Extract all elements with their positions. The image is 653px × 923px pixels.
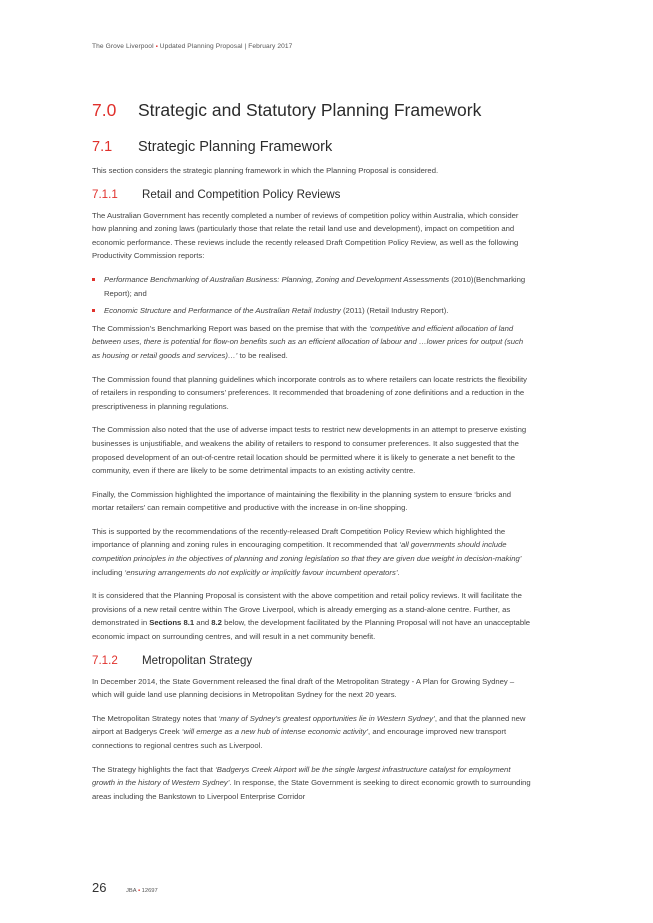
heading-title: Retail and Competition Policy Reviews (142, 187, 341, 201)
subsection-title: Strategic Planning Framework (138, 139, 333, 155)
text-run: . In response, the State Government is seeking to direct economic growth to surrounding areas including the Bankstown to Liverpool Enterprise Corridor (92, 778, 531, 801)
bullet-square-icon (92, 309, 95, 312)
list-item (92, 273, 532, 300)
report-title: Economic Structure and Performance of the Australian Retail Industry (104, 306, 341, 316)
paragraph: In December 2014, the State Government released the final draft of the Metropolitan Strategy - A Plan for Growing Sydney – which will guide land use planning decisions in Metropolitan Sydney for the next 20 years. (92, 676, 515, 700)
running-header (92, 43, 292, 50)
quote: ‘competitive and efficient allocation of land between uses, there is potential for flow-on benefits such as an efficient allocation of labour and …lower prices for output (such as housing or retail goods and services)…’ (92, 323, 524, 360)
text-run: . (397, 567, 400, 577)
report-list (92, 273, 532, 318)
report-suffix: (2011) (Retail Industry Report). (343, 306, 449, 316)
list-item (92, 304, 532, 318)
quote: ‘ensuring arrangements do not explicitly or implicitly favour incumbent operators’ (124, 567, 398, 577)
header-bullet: ▪ (155, 44, 158, 50)
paragraph-intro: This section considers the strategic planning framework in which the Planning Proposal is considered. (92, 166, 439, 175)
paragraph: The Commission found that planning guidelines which incorporate controls as to where retailers can locate restricts the flexibility of retailers in responding to consumers’ preferences. It recommended that broadening of zone definitions and a reduction in the prescriptiveness in planning regulations. (92, 374, 527, 411)
section-reference: Sections 8.1 (149, 618, 195, 628)
text-run: , and that the planned new airport at Badgerys Creek (92, 713, 526, 737)
text-run: and (196, 618, 210, 628)
paragraph (92, 712, 532, 753)
page-footer (92, 880, 158, 895)
header-document: Updated Planning Proposal (159, 43, 243, 50)
text-run: including (92, 567, 123, 577)
page-content (92, 100, 532, 803)
section-number: 7.0 (92, 100, 117, 120)
footer-org: JBA (126, 888, 137, 894)
page-number: 26 (92, 880, 107, 895)
heading-title: Metropolitan Strategy (142, 653, 253, 667)
footer-ref-number: 12697 (141, 888, 158, 894)
section-title: Strategic and Statutory Planning Framework (138, 100, 482, 120)
text-run: to be realised. (239, 350, 288, 360)
subsection-number: 7.1 (92, 139, 113, 155)
text-run: It is considered that the Planning Proposal is consistent with the above competition and retail policy reviews. It will facilitate the provisions of a new retail centre within The Grove Liverpool, which is already emerging as a stand-alone centre. Further, as demonstrated in (92, 591, 522, 628)
heading-number: 7.1.1 (92, 187, 118, 201)
paragraph (92, 589, 532, 643)
paragraph (92, 525, 532, 579)
quote: ‘will emerge as a new hub of intense economic activity’ (181, 727, 369, 737)
header-date: February 2017 (248, 43, 293, 50)
header-project: The Grove Liverpool (92, 43, 154, 50)
text-run: This is supported by the recommendations of the recently-released Draft Competition Policy Review which highlighted the importance of planning and zoning rules in encouraging competition. It recommended that (92, 526, 506, 550)
header-separator: | (244, 43, 247, 50)
text-run: , and encourage improved new transport connections to regional centres such as Liverpool. (92, 727, 507, 750)
heading-7-1-2 (92, 654, 532, 667)
footer-bullet: ▪ (137, 888, 140, 894)
section-heading (92, 100, 532, 121)
paragraph (92, 763, 532, 804)
subsection-heading-7-1 (92, 139, 532, 155)
paragraph: The Commission also noted that the use of adverse impact tests to restrict new developments in an attempt to preserve existing businesses is unjustifiable, and weakens the ability of retailers to respond to consumer preferences. It also suggested that the proposed development of an out-of-centre retail location should be permitted where it is likely to generate a net benefit to the community, even if there are likely to be some detrimental impacts to an existing activity centre. (92, 425, 527, 476)
bullet-square-icon (92, 278, 95, 281)
text-run: The Strategy highlights the fact that (92, 764, 213, 774)
paragraph: Finally, the Commission highlighted the importance of maintaining the flexibility in the planning system to ensure ‘bricks and mortar retailers’ can remain competitive and productive with the increase in on-line shopping. (92, 489, 512, 513)
quote: ‘all governments should include competition principles in the objectives of planning and zoning legislation so that they are given due weight in decision-making’ (92, 540, 522, 564)
paragraph: The Australian Government has recently completed a number of reviews of competition policy within Australia, which consider how planning and zoning laws (particularly those that relate the retail land use and development), impact on competition and economic performance. These reviews include the recently released Draft Competition Policy Review, as well as the following Productivity Commission reports: (92, 210, 519, 261)
quote: ‘Badgerys Creek Airport will be the single largest infrastructure catalyst for employment growth in the history of Western Sydney’ (92, 764, 511, 788)
footer-reference (126, 888, 158, 894)
heading-number: 7.1.2 (92, 653, 118, 667)
heading-7-1-1 (92, 188, 532, 201)
report-suffix: (2010)(Benchmarking Report); and (104, 274, 526, 298)
section-reference: 8.2 (211, 618, 222, 628)
text-run: below, the development facilitated by the Planning Proposal will not have an unacceptable economic impact on surrounding centres, and will result in a net community benefit. (92, 618, 531, 642)
paragraph (92, 322, 532, 363)
quote: ‘many of Sydney’s greatest opportunities lie in Western Sydney’ (218, 713, 435, 723)
text-run: The Metropolitan Strategy notes that (92, 713, 217, 723)
text-run: The Commission’s Benchmarking Report was based on the premise that with the (92, 323, 368, 333)
report-title: Performance Benchmarking of Australian Business: Planning, Zoning and Development Assessments (104, 274, 450, 284)
